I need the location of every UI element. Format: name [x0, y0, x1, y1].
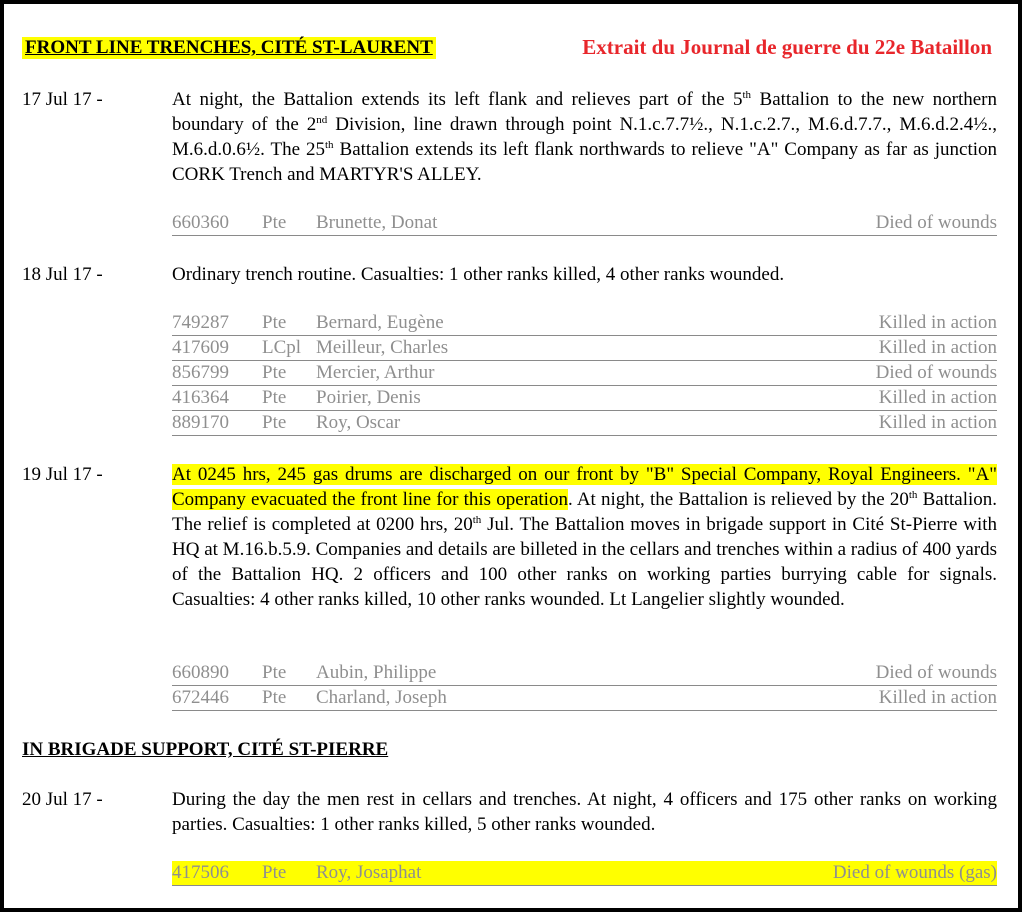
entry-date: 19 Jul 17 - — [22, 464, 103, 485]
casualty-number: 660890 — [172, 662, 229, 683]
casualty-row — [172, 686, 997, 711]
casualty-row — [172, 411, 997, 436]
casualty-fate: Killed in action — [878, 312, 997, 333]
casualty-fate: Killed in action — [878, 687, 997, 708]
casualty-number: 672446 — [172, 687, 229, 708]
casualty-row — [172, 386, 997, 411]
entry-date: 17 Jul 17 - — [22, 89, 103, 110]
casualty-name: Roy, Josaphat — [316, 862, 422, 883]
entry-text: Ordinary trench routine. Casualties: 1 other ranks killed, 4 other ranks wounded. — [172, 264, 785, 285]
casualty-number: 856799 — [172, 362, 229, 383]
casualty-number: 749287 — [172, 312, 229, 333]
casualty-name: Poirier, Denis — [316, 387, 421, 408]
casualty-rank: Pte — [262, 412, 287, 433]
casualty-row — [172, 361, 997, 386]
casualty-rank: Pte — [262, 212, 287, 233]
casualty-fate: Died of wounds — [875, 662, 997, 683]
entry-text: At night, the Battalion extends its left flank and relieves part of the 5th Battalion to the new northern boundary of the 2nd Division, line drawn through point N.1.c.7.7½., N.1.c.2.7., M.6.d.7.7., M.6.d.2.4½., M.6.d.0.6½. The 25th Battalion extends its left flank northwards to relieve "A" Company as far as junction CORK Trench and MARTYR'S ALLEY. — [172, 89, 997, 185]
casualty-row — [172, 211, 997, 236]
casualty-fate: Killed in action — [878, 337, 997, 358]
casualty-rank: Pte — [262, 312, 287, 333]
casualty-name: Bernard, Eugène — [316, 312, 444, 333]
casualty-rank: LCpl — [262, 337, 302, 358]
entry-text: During the day the men rest in cellars and trenches. At night, 4 officers and 175 other ranks on working parties. Casualties: 1 other ranks killed, 5 other ranks wounded. — [172, 789, 997, 835]
casualty-fate: Died of wounds — [875, 212, 997, 233]
casualty-rank: Pte — [262, 662, 287, 683]
casualty-row — [172, 311, 997, 336]
casualty-fate: Killed in action — [878, 387, 997, 408]
entry-text: At 0245 hrs, 245 gas drums are discharged on our front by "B" Special Company, Royal Engineers. "A" Company evacuated the front line for this operation. At night, the Battalion is relieved by the 20th Battalion. The relief is completed at 0200 hrs, 20th Jul. The Battalion moves in brigade support in Cité St-Pierre with HQ at M.16.b.5.9. Companies and details are billeted in the cellars and trenches within a radius of 400 yards of the Battalion HQ. 2 officers and 100 other ranks on working parties burrying cable for signals. Casualties: 4 other ranks killed, 10 other ranks wounded. Lt Langelier slightly wounded. — [172, 464, 998, 610]
entry-date: 18 Jul 17 - — [22, 264, 103, 285]
section-title-front-line: FRONT LINE TRENCHES, CITÉ ST-LAURENT — [22, 37, 436, 59]
casualty-fate: Killed in action — [878, 412, 997, 433]
casualty-row — [172, 336, 997, 361]
casualty-rank: Pte — [262, 387, 287, 408]
casualty-name: Charland, Joseph — [316, 687, 447, 708]
casualty-number: 417506 — [172, 862, 229, 883]
casualty-rank: Pte — [262, 687, 287, 708]
casualty-fate: Died of wounds — [875, 362, 997, 383]
casualty-rank: Pte — [262, 362, 287, 383]
casualty-name: Mercier, Arthur — [316, 362, 435, 383]
casualty-number: 889170 — [172, 412, 229, 433]
casualty-name: Meilleur, Charles — [316, 337, 449, 358]
section-title-brigade-support: IN BRIGADE SUPPORT, CITÉ ST-PIERRE — [22, 739, 389, 760]
casualty-rank: Pte — [262, 862, 287, 883]
casualty-name: Aubin, Philippe — [316, 662, 437, 683]
entry-date: 20 Jul 17 - — [22, 789, 103, 810]
casualty-fate: Died of wounds (gas) — [832, 862, 997, 883]
highlighted-text: At 0245 hrs, 245 gas drums are discharged on our front by "B" Special Company, Royal Engineers. "A" Company evacuated the front line for this operation — [172, 464, 997, 510]
casualty-row — [172, 661, 997, 686]
casualty-number: 417609 — [172, 337, 229, 358]
casualty-number: 416364 — [172, 387, 229, 408]
casualty-row-highlighted — [172, 861, 997, 886]
source-title: Extrait du Journal de guerre du 22e Bataillon — [582, 35, 992, 59]
casualty-number: 660360 — [172, 212, 229, 233]
casualty-name: Brunette, Donat — [316, 212, 438, 233]
casualty-name: Roy, Oscar — [316, 412, 401, 433]
